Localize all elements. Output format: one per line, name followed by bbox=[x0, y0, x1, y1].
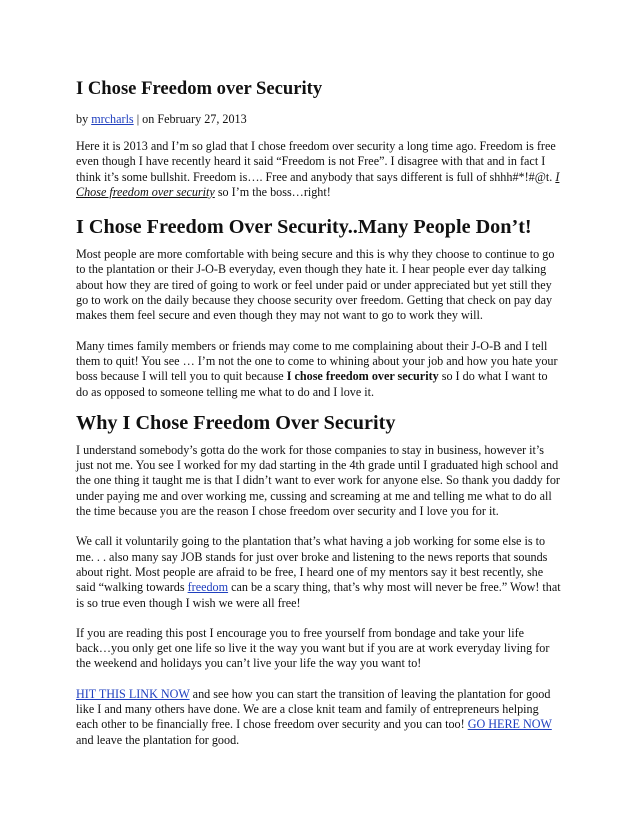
byline-by: by bbox=[76, 112, 92, 126]
post-title: I Chose Freedom over Security bbox=[76, 78, 323, 99]
freedom-link[interactable]: freedom bbox=[187, 580, 229, 595]
author-link[interactable]: mrcharls bbox=[91, 112, 134, 126]
byline-date: | on February 27, 2013 bbox=[133, 112, 247, 126]
section1-paragraph-2 bbox=[76, 339, 562, 400]
intro-italic-link[interactable]: I Chose freedom over security bbox=[76, 169, 560, 199]
byline bbox=[76, 112, 562, 127]
s2p4-after: and leave the plantation for good. bbox=[76, 732, 240, 747]
intro-paragraph bbox=[76, 139, 562, 200]
section2-paragraph-3: If you are reading this post I encourage you to free yourself from bondage and take your life back…you only get one life so live it the way you want but if you are at work everyday living for the weekend and holidays you can’t live your life the way you want to! bbox=[76, 625, 550, 671]
section1-heading: I Chose Freedom Over Security..Many People Don’t! bbox=[76, 216, 532, 239]
s2p2-before: We call it voluntarily going to the plantation that’s what having a job working for some else is to me. . . also many say JOB stands for just over broke and listening to the news reports that sounds about right. Most people are afraid to be free, I heard one of my mentors say it best recently, she said “walking towards bbox=[76, 534, 548, 595]
section2-heading: Why I Chose Freedom Over Security bbox=[76, 411, 396, 434]
s2p4-middle: and see how you can start the transition of leaving the plantation for good like I and many others have done. We are a close knit team and family of entrepreneurs helping each other to be financially free. I chose freedom over security and you can too! bbox=[76, 686, 551, 732]
intro-text: Here it is 2013 and I’m so glad that I chose freedom over security a long time ago. Freedom is free even though I have recently heard it said “Freedom is not Free”. I disagree with that and in fact I think it’s some bullshit. Freedom is…. Free and anybody that says different is full of shhh#*!#@t. bbox=[76, 139, 556, 184]
s1p2-before: Many times family members or friends may come to me complaining about their J-O-B and I tell them to quit! You see … I’m not the one to come to whining about your job and how you hate your boss because I will tell you to quit because bbox=[76, 338, 558, 384]
s1p2-bold: I chose freedom over security bbox=[286, 369, 439, 384]
section2-paragraph-2 bbox=[76, 534, 562, 610]
section2-paragraph-4 bbox=[76, 687, 562, 748]
section1-paragraph-1: Most people are more comfortable with being secure and this is why they choose to continue to go to the plantation or their J-O-B everyday, even though they hate it. I hear people ever day talking about how they are tired of going to work or feel under paid or under appreciated but yet still they go to work on the daily because they choose security over freedom. Getting that check on pay day makes them feel secure and even though they may not want to go to work they will. bbox=[76, 247, 555, 323]
intro-after: so I’m the boss…right! bbox=[214, 184, 331, 199]
go-here-now-link[interactable]: GO HERE NOW bbox=[467, 717, 552, 732]
section2-paragraph-1: I understand somebody’s gotta do the work for those companies to stay in business, however it’s just not me. You see I worked for my dad starting in the 4th grade until I graduated high school and the one thing it taught me is that I didn’t want to ever work for anyone else. So thank you daddy for under paying me and over working me, cussing and screaming at me and telling me what to do all the time because you are the reason I chose freedom over security and I love you for it. bbox=[76, 442, 560, 519]
hit-this-link-now[interactable]: HIT THIS LINK NOW bbox=[76, 686, 190, 701]
s1p2-after: so I do what I want to do as opposed to someone telling me what to do and I love it. bbox=[76, 369, 548, 399]
s2p2-after: can be a scary thing, that’s why most will never be free.” Wow! that is so true even though I wish we were all free! bbox=[76, 580, 561, 610]
